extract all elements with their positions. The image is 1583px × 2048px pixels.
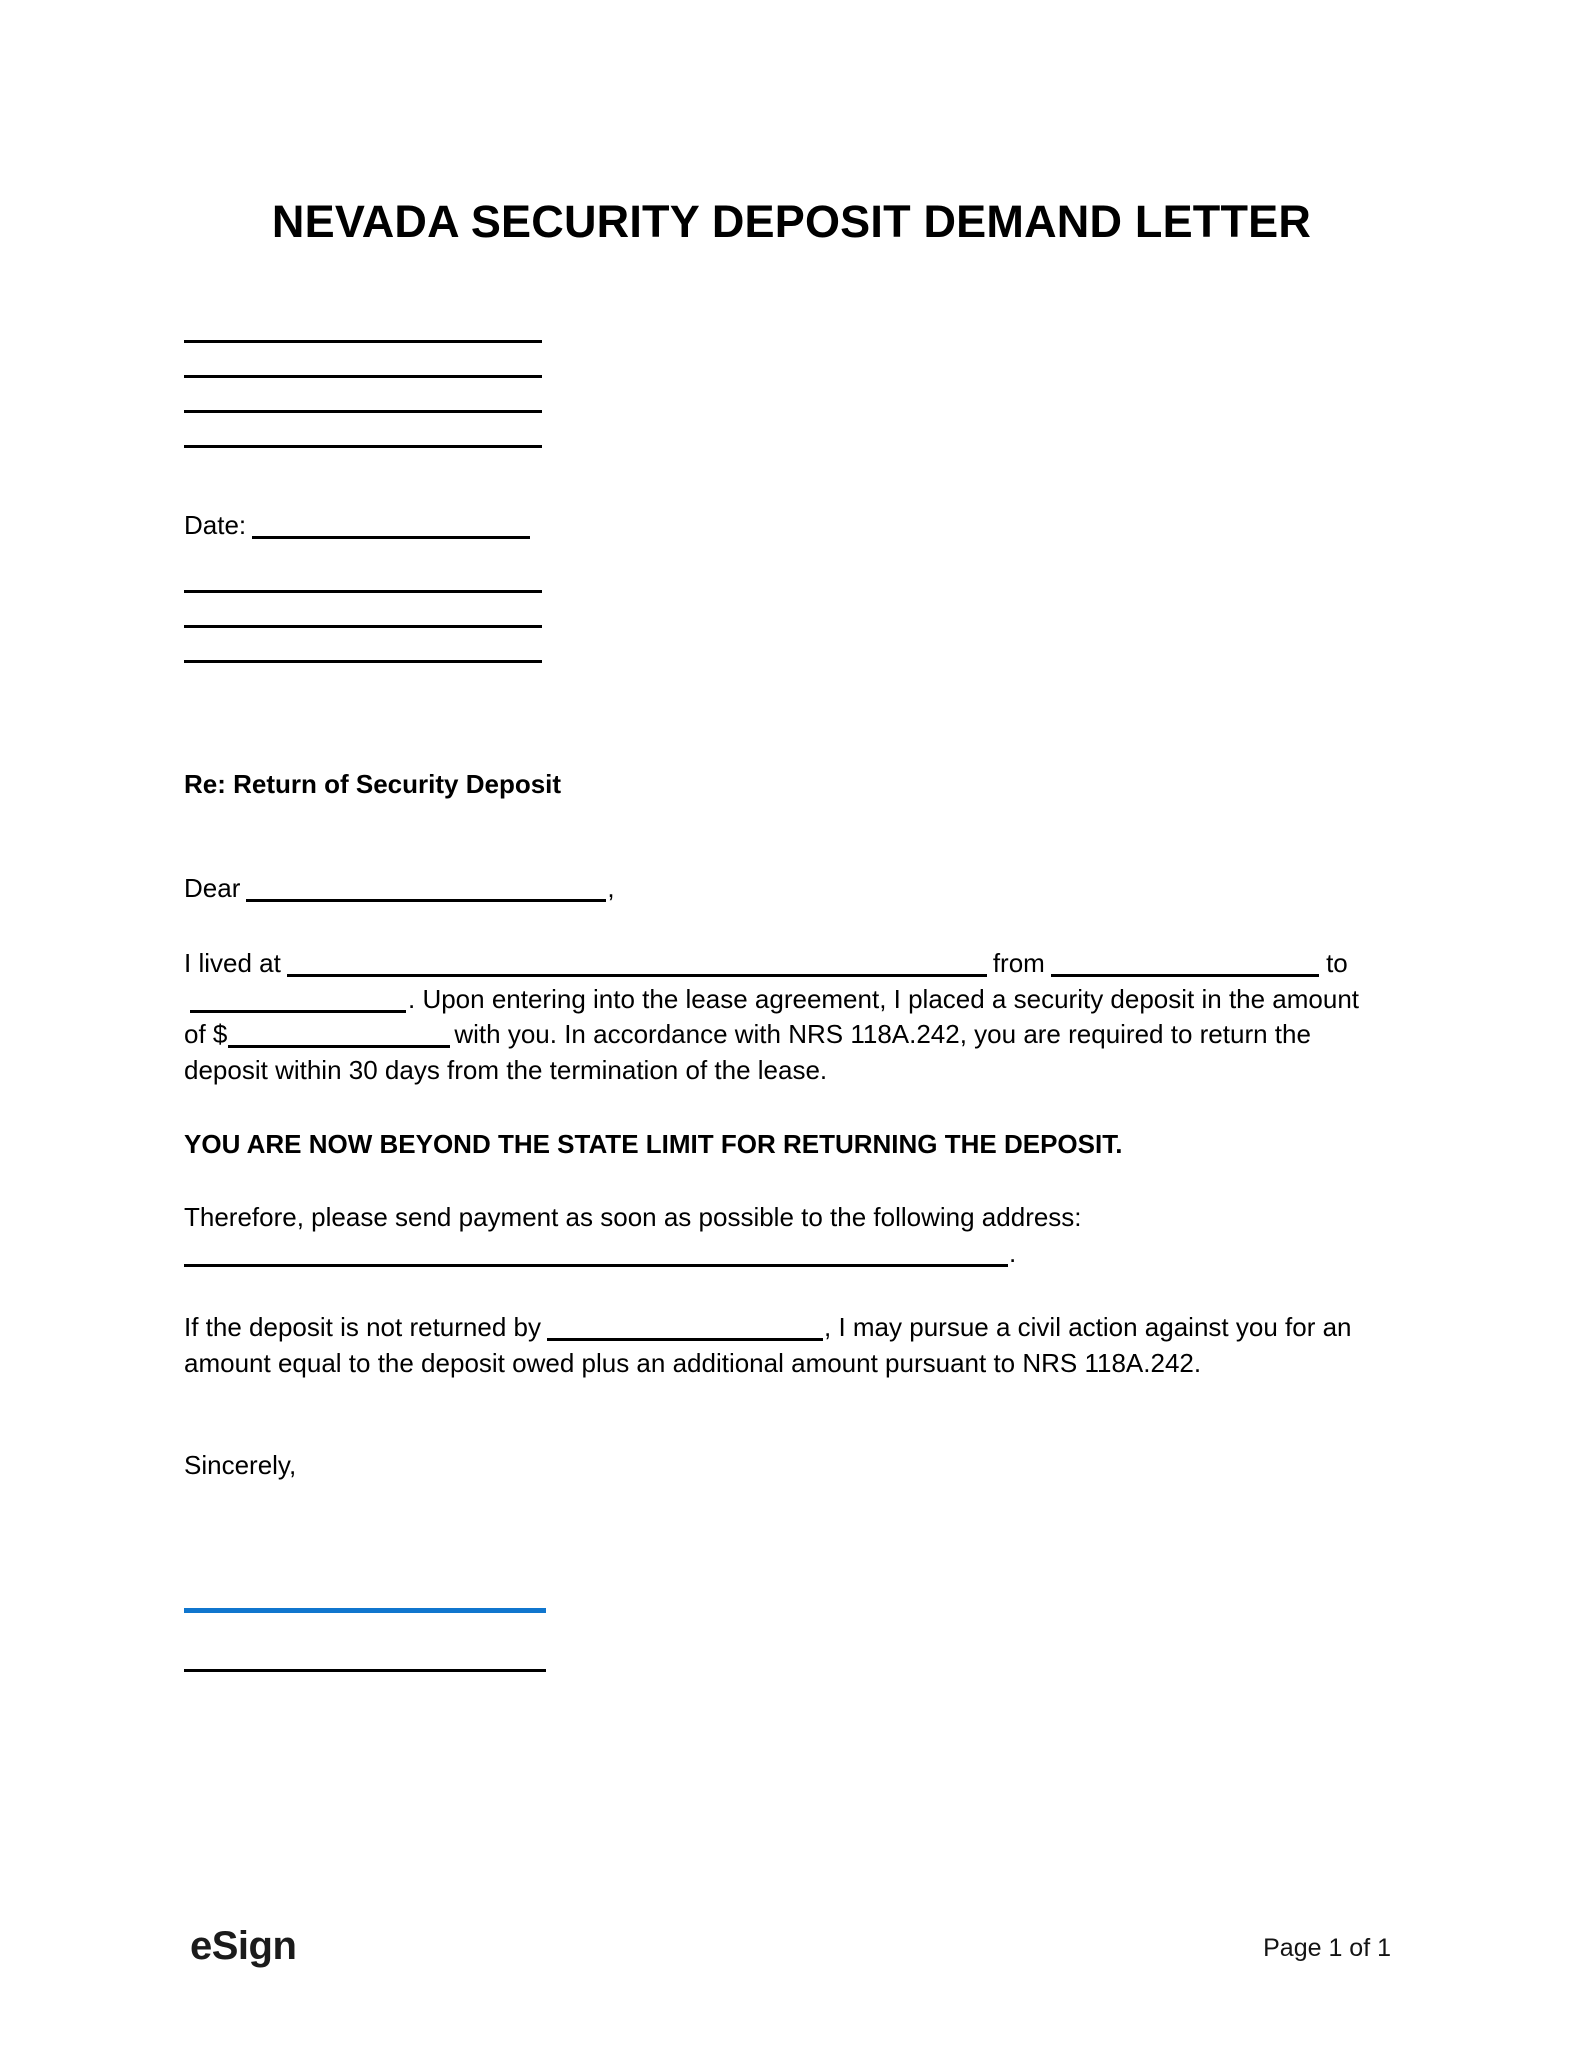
paragraph-civil-action <box>184 1310 1384 1381</box>
recipient-address-line-2[interactable] <box>184 625 542 628</box>
recipient-address-line-1[interactable] <box>184 590 542 593</box>
paragraph-payment-address <box>184 1200 1384 1271</box>
sender-address-line-3[interactable] <box>184 410 542 413</box>
sender-address-line-4[interactable] <box>184 445 542 448</box>
send-payment-suffix: . <box>1009 1237 1017 1268</box>
lived-at-text-5: with you. In accordance with NRS 118A.242, you are required to return the deposit within 30 days from the termination of the lease. <box>184 1019 1311 1085</box>
page-number: Page 1 of 1 <box>1263 1934 1391 1962</box>
date-label: Date: <box>184 510 247 540</box>
page-title: NEVADA SECURITY DEPOSIT DEMAND LETTER <box>271 196 1312 248</box>
lived-at-text-1: I lived at <box>184 948 281 978</box>
recipient-address-block <box>184 590 542 695</box>
payment-address-input-line[interactable] <box>184 1242 1008 1267</box>
lease-end-date-input-line[interactable] <box>190 988 406 1013</box>
paragraph-tenancy-details <box>184 946 1384 1088</box>
closing-salutation: Sincerely, <box>184 1450 297 1480</box>
lived-at-text-3: to <box>1326 948 1348 978</box>
subject-line: Re: Return of Security Deposit <box>184 769 562 799</box>
sender-address-line-2[interactable] <box>184 375 542 378</box>
send-payment-text: Therefore, please send payment as soon as possible to the following address: <box>184 1202 1082 1232</box>
recipient-name-input-line[interactable] <box>246 899 606 902</box>
former-address-input-line[interactable] <box>287 952 987 977</box>
salutation-suffix: , <box>607 873 615 903</box>
salutation-row <box>184 871 615 905</box>
sender-address-block <box>184 340 542 480</box>
printed-name-input-line[interactable] <box>184 1669 546 1672</box>
date-input-line[interactable] <box>252 536 530 539</box>
civil-action-text-1: If the deposit is not returned by <box>184 1312 541 1342</box>
date-row <box>184 508 530 542</box>
esign-logo: eSign <box>190 1924 297 1968</box>
sender-address-line-1[interactable] <box>184 340 542 343</box>
civil-action-text-2: , I may pursue a civil action against you for an amount equal to the deposit owed plus an additional amount pursuant to NRS 118A.242. <box>184 1312 1352 1378</box>
lived-at-text-2: from <box>992 948 1045 978</box>
recipient-address-line-3[interactable] <box>184 660 542 663</box>
lived-at-text-4: . Upon entering into the lease agreement, I placed a security deposit in the amount of $ <box>184 983 1360 1049</box>
warning-statement: YOU ARE NOW BEYOND THE STATE LIMIT FOR RETURNING THE DEPOSIT. <box>184 1129 1123 1159</box>
payment-deadline-input-line[interactable] <box>547 1316 823 1341</box>
signature-input-line[interactable] <box>184 1608 546 1613</box>
deposit-amount-input-line[interactable] <box>228 1023 450 1048</box>
salutation-prefix: Dear <box>184 873 241 903</box>
lease-start-date-input-line[interactable] <box>1051 952 1319 977</box>
